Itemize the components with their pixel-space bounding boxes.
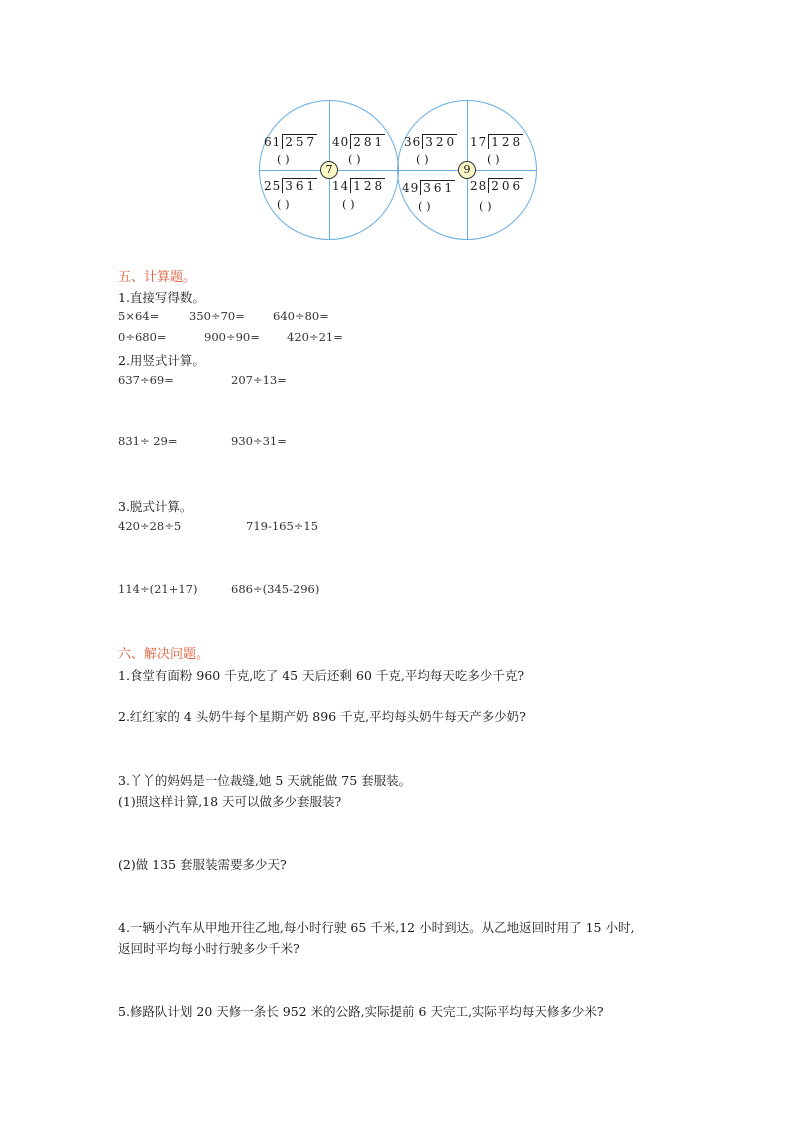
answer-blank[interactable]: ( )	[479, 199, 492, 213]
division-problem: 61 257	[264, 135, 318, 149]
answer-blank[interactable]: ( )	[277, 197, 290, 211]
question-label: 1.直接写得数。	[118, 290, 205, 305]
word-problem: 5.修路队计划 20 天修一条长 952 米的公路,实际提前 6 天完工,实际平均每天修多少米?	[118, 1004, 604, 1019]
expression: 207÷13=	[231, 373, 287, 387]
expression: 930÷31=	[231, 434, 287, 448]
word-problem: 1.食堂有面粉 960 千克,吃了 45 天后还剩 60 千克,平均每天吃多少千克?	[118, 668, 525, 683]
expression: 114÷(21+17)	[118, 582, 198, 596]
expression: 831÷ 29=	[118, 434, 178, 448]
answer-blank[interactable]: ( )	[487, 152, 500, 166]
expression: 0÷680=	[118, 330, 167, 344]
expression: 420÷28÷5	[118, 519, 182, 533]
division-problem: 17 128	[470, 135, 524, 149]
center-number-badge: 9	[458, 161, 476, 179]
division-problem: 14 128	[332, 179, 386, 193]
division-problem: 25 361	[264, 179, 318, 193]
word-problem-continuation: 返回时平均每小时行驶多少千米?	[118, 941, 300, 956]
division-problem: 40 281	[332, 135, 386, 149]
section-title-problem-solving: 六、解决问题。	[118, 647, 210, 662]
division-problem: 49 361	[402, 181, 456, 195]
word-problem: 3.丫丫的妈妈是一位裁缝,她 5 天就能做 75 套服装。	[118, 773, 412, 788]
center-number-badge: 7	[320, 161, 338, 179]
answer-blank[interactable]: ( )	[342, 197, 355, 211]
division-problem: 28 206	[470, 179, 524, 193]
expression: 420÷21=	[287, 330, 343, 344]
expression: 640÷80=	[273, 309, 329, 323]
word-problem: 2.红红家的 4 头奶牛每个星期产奶 896 千克,平均每头奶牛每天产多少奶?	[118, 709, 526, 724]
expression: 637÷69=	[118, 373, 174, 387]
expression: 686÷(345-296)	[231, 582, 320, 596]
answer-blank[interactable]: ( )	[277, 152, 290, 166]
answer-blank[interactable]: ( )	[416, 152, 429, 166]
word-problem: 4.一辆小汽车从甲地开往乙地,每小时行驶 65 千米,12 小时到达。从乙地返回时用了 15 小时,	[118, 920, 635, 935]
section-title-calculation: 五、计算题。	[118, 270, 197, 285]
expression: 900÷90=	[204, 330, 260, 344]
question-label: 2.用竖式计算。	[118, 353, 205, 368]
expression: 350÷70=	[189, 309, 245, 323]
expression: 719-165÷15	[246, 519, 319, 533]
answer-blank[interactable]: ( )	[418, 199, 431, 213]
word-problem-subquestion: (1)照这样计算,18 天可以做多少套服装?	[118, 794, 342, 809]
answer-blank[interactable]: ( )	[348, 152, 361, 166]
question-label: 3.脱式计算。	[118, 499, 193, 514]
division-problem: 36 320	[404, 135, 458, 149]
expression: 5×64=	[118, 309, 160, 323]
word-problem-subquestion: (2)做 135 套服装需要多少天?	[118, 857, 287, 872]
